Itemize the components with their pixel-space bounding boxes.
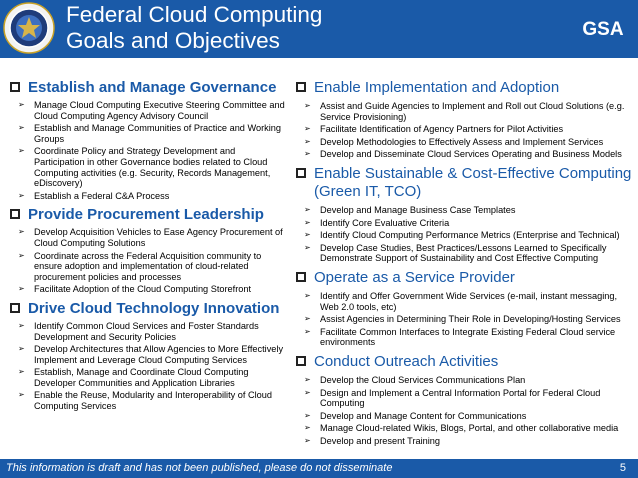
- section-governance: [6, 79, 288, 201]
- list-item: [292, 436, 632, 447]
- checkbox-bullet-icon: [10, 82, 20, 92]
- arrow-bullet-icon: ➢: [304, 410, 311, 420]
- gsa-logo-icon: [578, 15, 628, 41]
- checkbox-bullet-icon: [296, 272, 306, 282]
- list-item-text: Identify Cloud Computing Performance Metrics (Enterprise and Technical): [320, 230, 620, 241]
- section-heading-text: Enable Sustainable & Cost-Effective Computing (Green IT, TCO): [314, 164, 632, 200]
- list-item: [6, 123, 288, 144]
- checkbox-bullet-icon: [10, 303, 20, 313]
- checkbox-bullet-icon: [296, 168, 306, 178]
- arrow-bullet-icon: ➢: [18, 250, 25, 260]
- list-item-text: Develop Methodologies to Effectively Assess and Implement Services: [320, 136, 604, 147]
- checkbox-bullet-icon: [10, 209, 20, 219]
- arrow-bullet-icon: ➢: [304, 314, 311, 324]
- section-heading-text: Establish and Manage Governance: [28, 79, 277, 96]
- list-item-text: Develop and Disseminate Cloud Services Operating and Business Models: [320, 149, 622, 160]
- list-item-text: Develop Acquisition Vehicles to Ease Agency Procurement of Cloud Computing Solutions: [34, 227, 283, 248]
- list-item-text: Establish a Federal C&A Process: [34, 190, 170, 201]
- slide-header: [0, 0, 638, 58]
- arrow-bullet-icon: ➢: [18, 123, 25, 133]
- list-item: [6, 146, 288, 188]
- presidential-seal-icon: [3, 2, 55, 54]
- section-procurement: [6, 206, 288, 295]
- list-item-text: Develop and Manage Content for Communications: [320, 410, 527, 421]
- list-item: [6, 344, 288, 365]
- checkbox-bullet-icon: [296, 356, 306, 366]
- list-item: [292, 375, 632, 386]
- arrow-bullet-icon: ➢: [304, 242, 311, 252]
- list-item-text: Facilitate Adoption of the Cloud Computing Storefront: [34, 284, 252, 295]
- list-item: [292, 230, 632, 241]
- list-item-text: Identify Core Evaluative Criteria: [320, 217, 450, 228]
- bullet-list: [6, 227, 288, 295]
- arrow-bullet-icon: ➢: [304, 423, 311, 433]
- section-sustainable: [292, 165, 632, 264]
- list-item-text: Establish and Manage Communities of Practice and Working Groups: [34, 123, 281, 144]
- left-column: [6, 79, 288, 417]
- list-item-text: Facilitate Common Interfaces to Integrate Existing Federal Cloud service environments: [320, 326, 616, 348]
- arrow-bullet-icon: ➢: [18, 320, 25, 330]
- bullet-list: [292, 375, 632, 447]
- list-item: [6, 390, 288, 411]
- arrow-bullet-icon: ➢: [18, 227, 25, 237]
- arrow-bullet-icon: ➢: [18, 367, 25, 377]
- section-heading: [6, 79, 288, 96]
- list-item-text: Coordinate across the Federal Acquisition community to ensure adoption and implementation of cloud-related procurement policies and processes: [34, 250, 262, 282]
- list-item: [292, 149, 632, 160]
- arrow-bullet-icon: ➢: [304, 230, 311, 240]
- arrow-bullet-icon: ➢: [18, 390, 25, 400]
- bullet-list: [292, 101, 632, 160]
- bullet-list: [292, 205, 632, 264]
- list-item-text: Assist Agencies in Determining Their Role in Developing/Hosting Services: [320, 314, 621, 325]
- arrow-bullet-icon: ➢: [304, 204, 311, 214]
- list-item-text: Design and Implement a Central Information Portal for Federal Cloud Computing: [320, 387, 601, 409]
- title-line-2: Goals and Objectives: [66, 28, 280, 53]
- section-heading: [292, 269, 632, 287]
- list-item: [292, 291, 632, 312]
- arrow-bullet-icon: ➢: [18, 146, 25, 156]
- arrow-bullet-icon: ➢: [18, 344, 25, 354]
- page-title: [66, 2, 322, 54]
- list-item: [292, 388, 632, 409]
- section-heading: [6, 206, 288, 223]
- arrow-bullet-icon: ➢: [304, 101, 311, 110]
- gsa-logo-text: GSA: [582, 19, 624, 40]
- arrow-bullet-icon: ➢: [304, 326, 311, 336]
- section-heading-text: Enable Implementation and Adoption: [314, 79, 560, 96]
- arrow-bullet-icon: ➢: [304, 136, 311, 146]
- list-item: [6, 367, 288, 388]
- list-item: [6, 251, 288, 283]
- list-item-text: Enable the Reuse, Modularity and Interoperability of Cloud Computing Services: [34, 390, 272, 412]
- list-item-text: Develop the Cloud Services Communications Plan: [320, 374, 526, 385]
- page-number: 5: [619, 462, 626, 474]
- bullet-list: [292, 291, 632, 348]
- list-item-text: Manage Cloud-related Wikis, Blogs, Portal, and other collaborative media: [320, 423, 619, 434]
- list-item-text: Develop and present Training: [320, 435, 441, 446]
- arrow-bullet-icon: ➢: [304, 374, 311, 384]
- list-item-text: Facilitate Identification of Agency Partners for Pilot Activities: [320, 124, 564, 135]
- list-item: [6, 284, 288, 295]
- list-item: [6, 100, 288, 121]
- section-innovation: [6, 300, 288, 412]
- list-item-text: Coordinate Policy and Strategy Development and Participation in other Governance bodies related to Cloud Computing activities (e.g. Security, Records Management, eDiscovery): [34, 146, 271, 189]
- list-item: [292, 327, 632, 348]
- list-item: [6, 191, 288, 202]
- bullet-list: [6, 321, 288, 412]
- list-item-text: Manage Cloud Computing Executive Steering Committee and Cloud Computing Agency Advisory Council: [34, 100, 285, 121]
- section-heading: [292, 79, 632, 97]
- list-item: [292, 205, 632, 216]
- list-item: [292, 218, 632, 229]
- list-item: [6, 227, 288, 248]
- list-item: [292, 137, 632, 148]
- list-item: [292, 423, 632, 434]
- section-heading-text: Provide Procurement Leadership: [28, 206, 264, 224]
- checkbox-bullet-icon: [296, 82, 306, 92]
- list-item-text: Identify Common Cloud Services and Foster Standards Development and Security Policies: [34, 320, 259, 342]
- list-item: [292, 411, 632, 422]
- section-service-provider: [292, 269, 632, 348]
- list-item: [292, 101, 632, 122]
- arrow-bullet-icon: ➢: [304, 149, 311, 159]
- arrow-bullet-icon: ➢: [304, 387, 311, 397]
- list-item-text: Establish, Manage and Coordinate Cloud Computing Developer Communities and Application Libraries: [34, 367, 249, 388]
- section-heading: [6, 300, 288, 317]
- list-item: [292, 243, 632, 264]
- arrow-bullet-icon: ➢: [18, 100, 25, 109]
- list-item: [292, 314, 632, 325]
- section-heading-text: Drive Cloud Technology Innovation: [28, 299, 280, 317]
- right-column: [292, 79, 632, 451]
- arrow-bullet-icon: ➢: [304, 435, 311, 445]
- arrow-bullet-icon: ➢: [304, 217, 311, 227]
- section-heading: [292, 165, 632, 201]
- section-heading: [292, 353, 632, 371]
- list-item-text: Develop Case Studies, Best Practices/Lessons Learned to Specifically Demonstrate Support of Sustainability and Cost Effective Computing: [320, 242, 607, 264]
- section-implementation: [292, 79, 632, 160]
- slide-footer: [0, 459, 638, 478]
- disclaimer-text: This information is draft and has not been published, please do not disseminate: [6, 462, 393, 474]
- section-outreach: [292, 353, 632, 447]
- arrow-bullet-icon: ➢: [304, 290, 311, 300]
- arrow-bullet-icon: ➢: [304, 124, 311, 134]
- section-heading-text: Conduct Outreach Activities: [314, 352, 499, 370]
- list-item: [292, 124, 632, 135]
- section-heading-text: Operate as a Service Provider: [314, 268, 515, 286]
- arrow-bullet-icon: ➢: [18, 284, 25, 294]
- list-item-text: Develop and Manage Business Case Templates: [320, 204, 516, 215]
- title-line-1: Federal Cloud Computing: [66, 2, 323, 27]
- list-item-text: Identify and Offer Government Wide Services (e-mail, instant messaging, Web 2.0 tools, etc): [320, 290, 618, 312]
- list-item-text: Assist and Guide Agencies to Implement and Roll out Cloud Solutions (e.g. Service Provisioning): [320, 101, 625, 122]
- list-item: [6, 321, 288, 342]
- arrow-bullet-icon: ➢: [18, 190, 25, 200]
- bullet-list: [6, 100, 288, 201]
- list-item-text: Develop Architectures that Allow Agencies to More Effectively Implement and Leverage Cloud Computing Services: [34, 344, 284, 365]
